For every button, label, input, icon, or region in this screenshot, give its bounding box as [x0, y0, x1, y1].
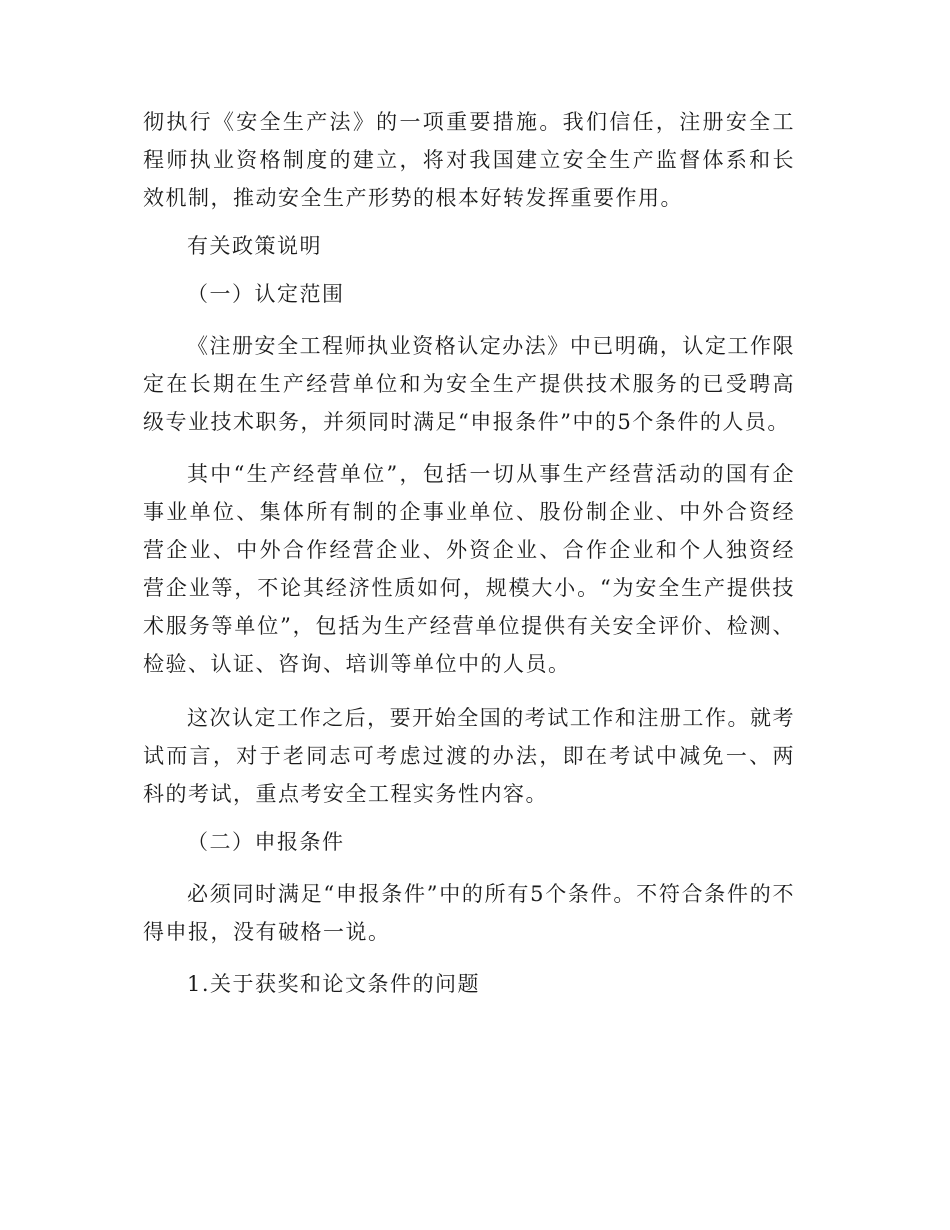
subsection-heading-conditions: （二）申报条件 — [187, 830, 345, 854]
item-heading-awards-papers: 1.关于获奖和论文条件的问题 — [187, 972, 481, 996]
paragraph-conditions: 必须同时满足“申报条件”中的所有5个条件。不符合条件的不得申报，没有破格一说。 — [143, 882, 795, 944]
paragraph-continuation: 彻执行《安全生产法》的一项重要措施。我们信任，注册安全工程师执业资格制度的建立，将对我国建立安全生产监督体系和长效机制，推动安全生产形势的根本好转发挥重要作用。 — [143, 110, 795, 210]
paragraph-exam-transition: 这次认定工作之后，要开始全国的考试工作和注册工作。就考试而言，对于老同志可考虑过渡的办法，即在考试中减免一、两科的考试，重点考安全工程实务性内容。 — [143, 706, 795, 806]
paragraph-scope-definition: 《注册安全工程师执业资格认定办法》中已明确，认定工作限定在长期在生产经营单位和为安全生产提供技术服务的已受聘高级专业技术职务，并须同时满足“申报条件”中的5个条件的人员。 — [143, 334, 795, 434]
section-heading-policy-explanation: 有关政策说明 — [187, 234, 322, 258]
document-body — [143, 103, 795, 1003]
subsection-heading-scope: （一）认定范围 — [187, 282, 345, 306]
paragraph-production-units: 其中“生产经营单位”，包括一切从事生产经营活动的国有企事业单位、集体所有制的企事业单位、股份制企业、中外合资经营企业、中外合作经营企业、外资企业、合作企业和个人独资经营企业等，不论其经济性质如何，规模大小。“为安全生产提供技术服务等单位”，包括为生产经营单位提供有关安全评价、检测、检验、认证、咨询、培训等单位中的人员。 — [143, 462, 795, 676]
